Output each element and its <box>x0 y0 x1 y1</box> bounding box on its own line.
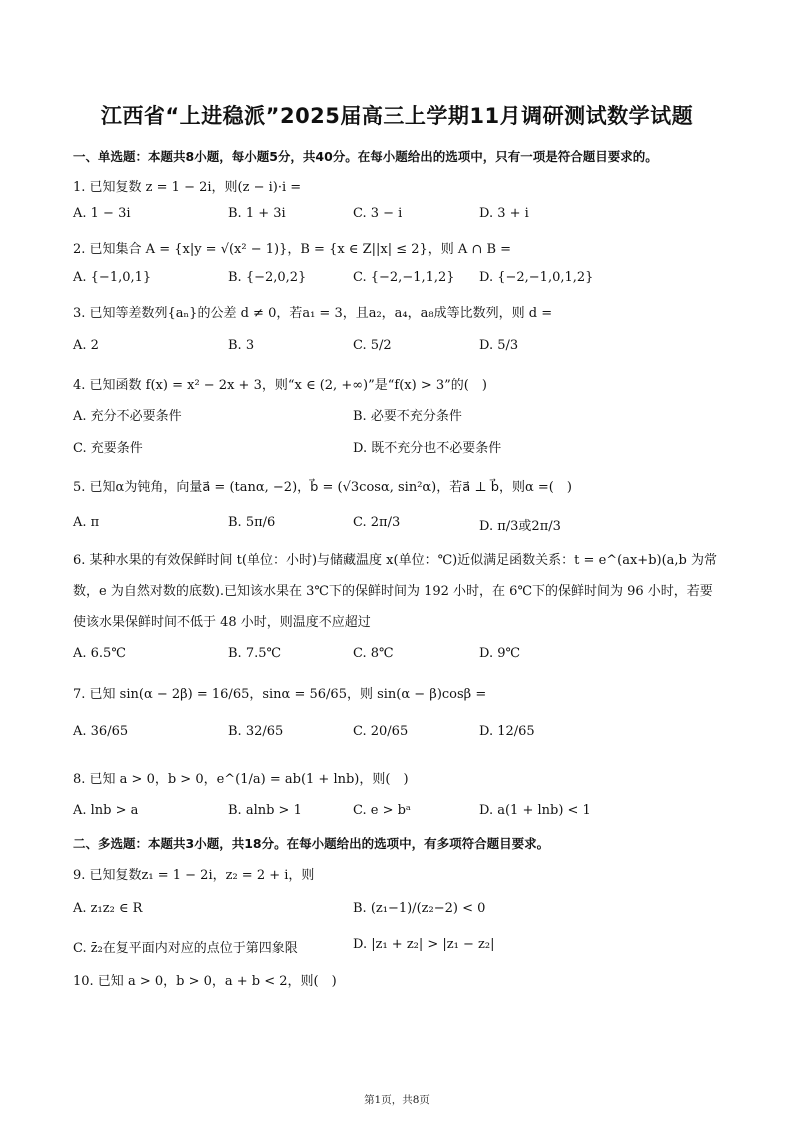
section-single-choice: 一、单选题：本题共8小题，每小题5分，共40分。在每小题给出的选项中，只有一项是符合题目要求的。 <box>73 149 658 164</box>
question-10: 10. 已知 a > 0，b > 0，a + b < 2，则( ) <box>73 974 337 989</box>
option-2c: C. {−2,−1,1,2} <box>353 270 455 285</box>
question-9: 9. 已知复数z₁ = 1 − 2i，z₂ = 2 + i，则 <box>73 868 315 883</box>
section-multiple-choice: 二、多选题：本题共3小题，共18分。在每小题给出的选项中，有多项符合题目要求。 <box>73 836 550 851</box>
option-4d: D. 既不充分也不必要条件 <box>353 441 502 456</box>
option-5b: B. 5π/6 <box>228 515 276 530</box>
option-6c: C. 8℃ <box>353 646 394 661</box>
option-4c: C. 充要条件 <box>73 441 143 456</box>
option-6b: B. 7.5℃ <box>228 646 282 661</box>
question-6: 6. 某种水果的有效保鲜时间 t(单位：小时)与储藏温度 x(单位：℃)近似满足函数关系：t = e^(ax+b)(a,b 为常数，e 为自然对数的底数).已知该水果在 3℃下的保鲜时间为 192 小时，在 6℃下的保鲜时间为 96 小时，若要使该水果保鲜时间不低于 48 小时，则温度不应超过 <box>73 553 718 630</box>
option-9b: B. (z₁−1)/(z₂−2) < 0 <box>353 901 486 916</box>
page-footer: 第1页，共8页 <box>364 1094 430 1106</box>
question-5: 5. 已知α为钝角，向量a⃗ = (tanα, −2)，b⃗ = (√3cosα, sin²α)，若a⃗ ⊥ b⃗，则α =( ) <box>73 480 572 495</box>
option-4a: A. 充分不必要条件 <box>73 409 182 424</box>
option-5d: D. π/3或2π/3 <box>479 519 561 534</box>
option-2b: B. {−2,0,2} <box>228 270 307 285</box>
option-1d: D. 3 + i <box>479 206 529 221</box>
question-7: 7. 已知 sin(α − 2β) = 16/65，sinα = 56/65，则 sin(α − β)cosβ = <box>73 687 487 702</box>
option-8a: A. lnb > a <box>73 803 139 818</box>
option-4b: B. 必要不充分条件 <box>353 409 462 424</box>
option-1c: C. 3 − i <box>353 206 403 221</box>
option-3d: D. 5/3 <box>479 338 519 353</box>
question-4: 4. 已知函数 f(x) = x² − 2x + 3，则“x ∈ (2, +∞)”是“f(x) > 3”的( ) <box>73 378 487 393</box>
option-7b: B. 32/65 <box>228 724 284 739</box>
option-3b: B. 3 <box>228 338 255 353</box>
option-3c: C. 5/2 <box>353 338 392 353</box>
option-5a: A. π <box>73 515 100 530</box>
question-8: 8. 已知 a > 0，b > 0，e^(1/a) = ab(1 + lnb)，则( ) <box>73 772 409 787</box>
question-1: 1. 已知复数 z = 1 − 2i，则(z − i)·i = <box>73 180 302 195</box>
option-8c: C. e > bᵃ <box>353 803 411 818</box>
option-2a: A. {−1,0,1} <box>73 270 152 285</box>
option-9c: C. z̄₂在复平面内对应的点位于第四象限 <box>73 941 298 956</box>
option-3a: A. 2 <box>73 338 99 353</box>
question-2: 2. 已知集合 A = {x|y = √(x² − 1)}，B = {x ∈ Z||x| ≤ 2}，则 A ∩ B = <box>73 242 512 257</box>
option-6d: D. 9℃ <box>479 646 521 661</box>
option-8d: D. a(1 + lnb) < 1 <box>479 803 591 818</box>
question-3: 3. 已知等差数列{aₙ}的公差 d ≠ 0，若a₁ = 3，且a₂，a₄，a₈成等比数列，则 d = <box>73 306 553 321</box>
option-9d: D. |z₁ + z₂| > |z₁ − z₂| <box>353 937 495 952</box>
option-1b: B. 1 + 3i <box>228 206 286 221</box>
option-7a: A. 36/65 <box>73 724 129 739</box>
option-5c: C. 2π/3 <box>353 515 401 530</box>
option-7c: C. 20/65 <box>353 724 409 739</box>
option-8b: B. alnb > 1 <box>228 803 302 818</box>
option-9a: A. z₁z₂ ∈ R <box>73 901 143 916</box>
exam-title: 江西省“上进稳派”2025届高三上学期11月调研测试数学试题 <box>100 104 694 128</box>
option-2d: D. {−2,−1,0,1,2} <box>479 270 594 285</box>
option-6a: A. 6.5℃ <box>73 646 126 661</box>
option-1a: A. 1 − 3i <box>73 206 131 221</box>
option-7d: D. 12/65 <box>479 724 535 739</box>
